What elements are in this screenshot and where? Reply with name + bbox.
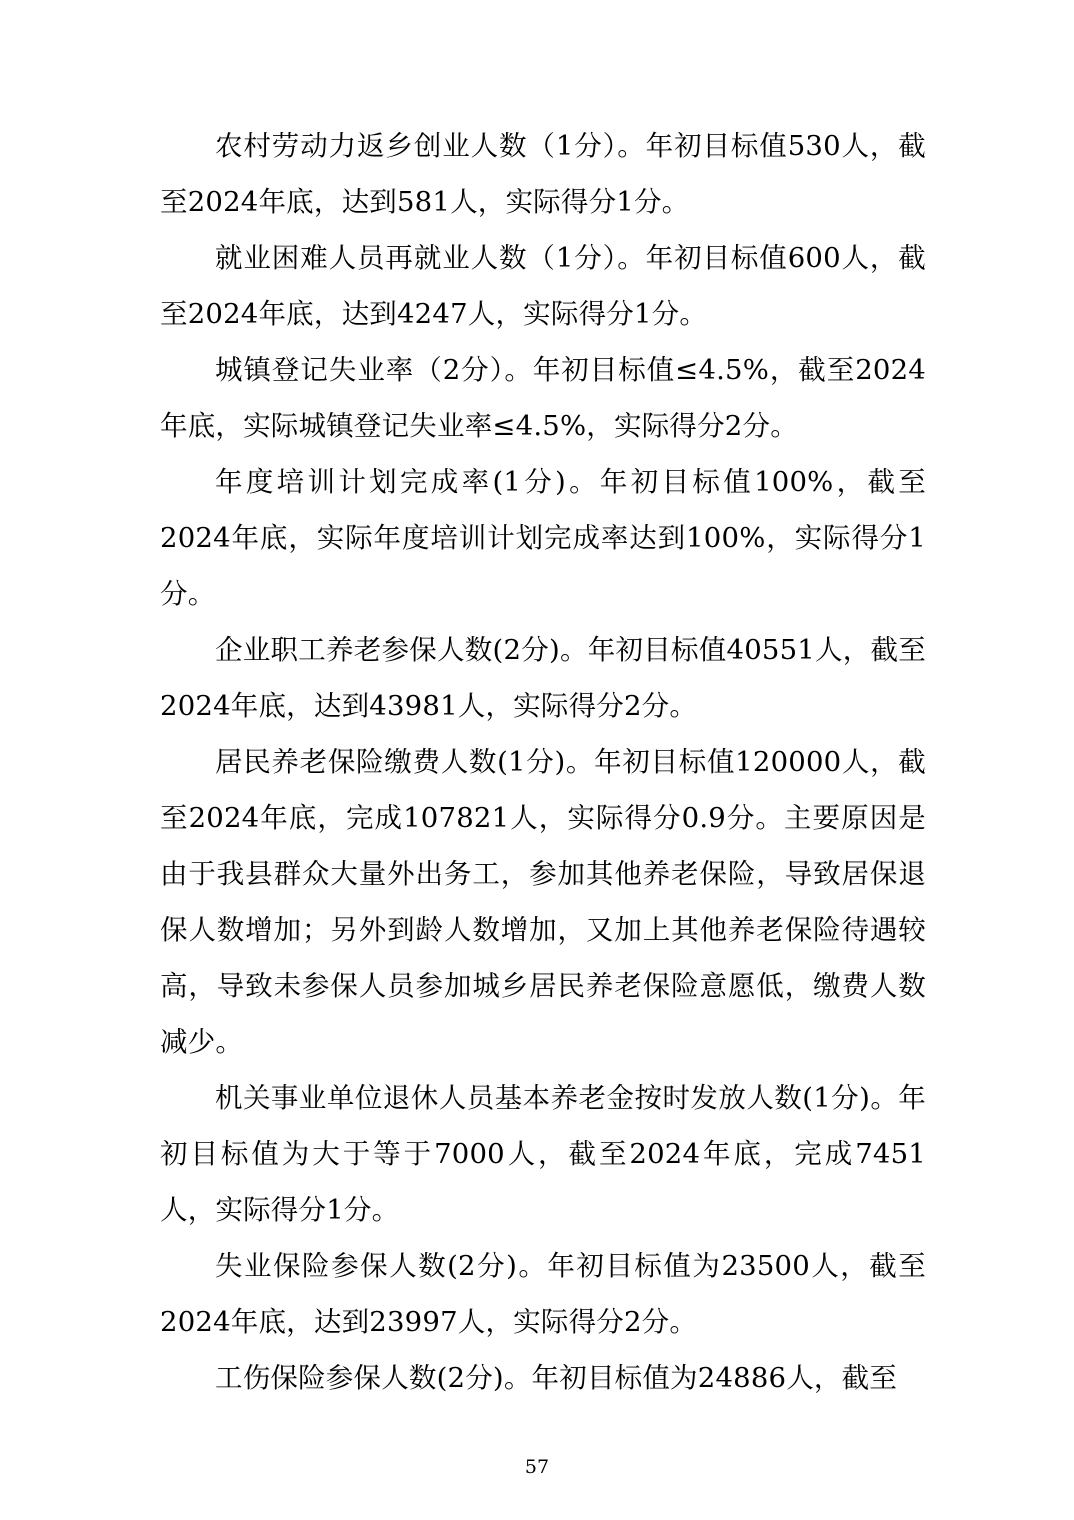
paragraph: 农村劳动力返乡创业人数（1分）。年初目标值530人，截至2024年底，达到581人，实际得分1分。 bbox=[160, 130, 926, 218]
paragraph: 企业职工养老参保人数(2分)。年初目标值40551人，截至2024年底，达到43981人，实际得分2分。 bbox=[160, 634, 926, 722]
paragraph: 城镇登记失业率（2分）。年初目标值≤4.5%，截至2024年底，实际城镇登记失业率≤4.5%，实际得分2分。 bbox=[160, 354, 926, 442]
paragraph: 工伤保险参保人数(2分)。年初目标值为24886人，截至 bbox=[215, 1362, 898, 1394]
paragraph: 失业保险参保人数(2分)。年初目标值为23500人，截至2024年底，达到23997人，实际得分2分。 bbox=[160, 1250, 926, 1338]
page-number: 57 bbox=[524, 1456, 550, 1478]
paragraph: 居民养老保险缴费人数(1分)。年初目标值120000人，截至2024年底，完成107821人，实际得分0.9分。主要原因是由于我县群众大量外出务工，参加其他养老保险，导致居保退保人数增加；另外到龄人数增加，又加上其他养老保险待遇较高，导致未参保人员参加城乡居民养老保险意愿低，缴费人数减少。 bbox=[160, 746, 926, 1058]
paragraph: 就业困难人员再就业人数（1分）。年初目标值600人，截至2024年底，达到4247人，实际得分1分。 bbox=[160, 242, 926, 330]
paragraph: 机关事业单位退休人员基本养老金按时发放人数(1分)。年初目标值为大于等于7000人，截至2024年底，完成7451人，实际得分1分。 bbox=[160, 1082, 926, 1226]
document-body bbox=[160, 118, 926, 1406]
paragraph: 年度培训计划完成率(1分)。年初目标值100%，截至2024年底，实际年度培训计划完成率达到100%，实际得分1分。 bbox=[160, 466, 926, 610]
